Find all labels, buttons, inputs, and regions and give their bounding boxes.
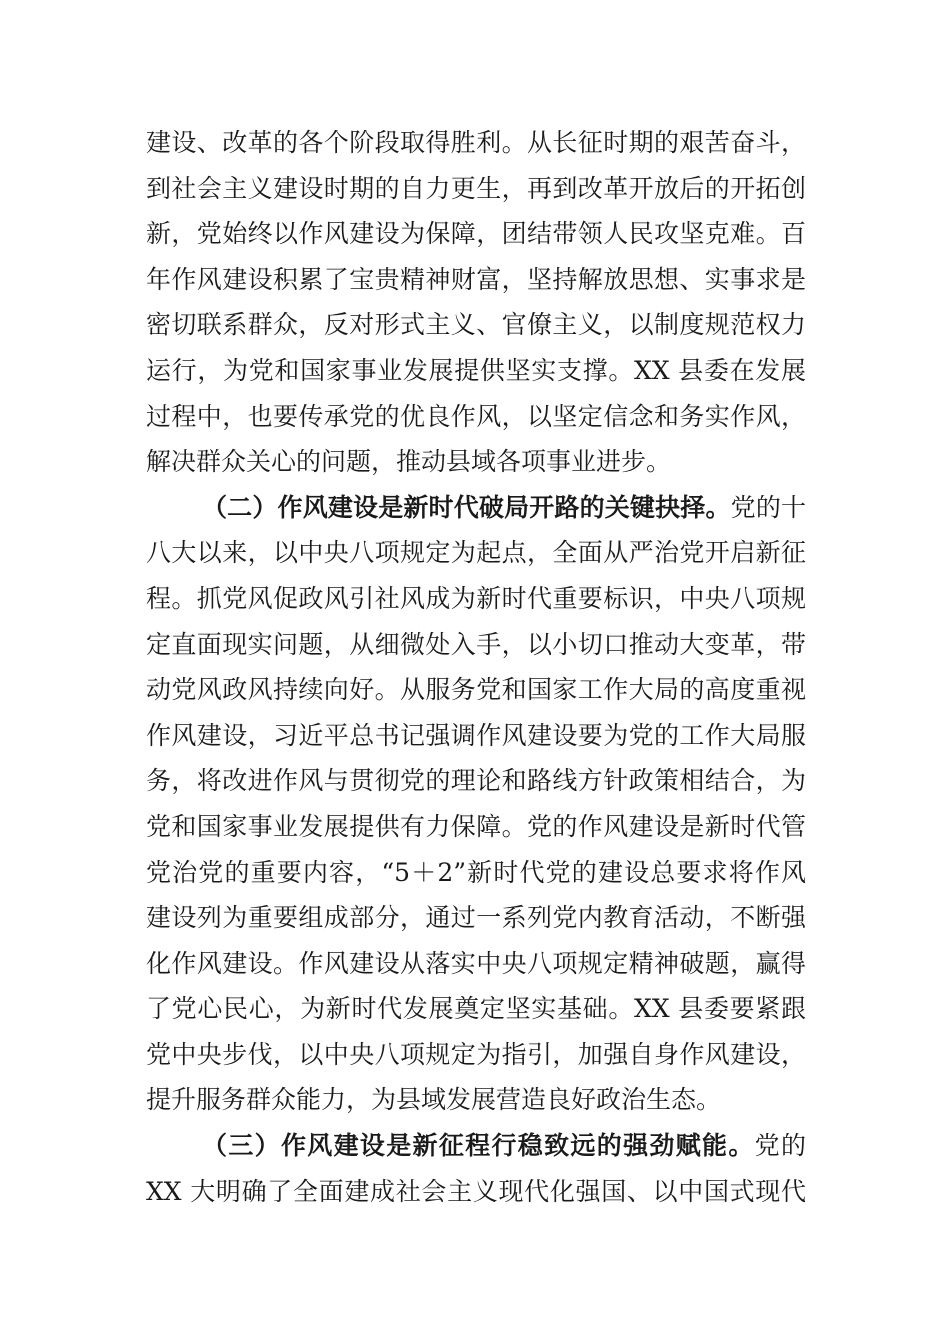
body-line: 八大以来，以中央八项规定为起点，全面从严治党开启新征: [146, 538, 806, 568]
paragraph-3-first-text: 党的: [754, 1131, 806, 1161]
body-line: 定直面现实问题，从细微处入手，以小切口推动大变革，带: [146, 629, 806, 659]
paragraph-3-heading: （三）作风建设是新征程行稳致远的强劲赋能。: [202, 1131, 755, 1161]
paragraph-2-first-text: 党的十: [730, 492, 806, 522]
body-line: 提升服务群众能力，为县域发展营造良好政治生态。: [146, 1085, 722, 1115]
body-line: 解决群众关心的问题，推动县域各项事业进步。: [146, 447, 672, 477]
body-line: 化作风建设。作风建设从落实中央八项规定精神破题，赢得: [146, 948, 806, 978]
body-line: 党治党的重要内容，“5＋2”新时代党的建设总要求将作风: [146, 857, 806, 887]
body-line: 过程中，也要传承党的优良作风，以坚定信念和务实作风，: [146, 401, 806, 431]
body-line: 到社会主义建设时期的自力更生，再到改革开放后的开拓创: [146, 173, 806, 203]
body-line: 务，将改进作风与贯彻党的理论和路线方针政策相结合，为: [146, 766, 806, 796]
body-line: 建设列为重要组成部分，通过一系列党内教育活动，不断强: [146, 903, 806, 933]
body-line: 程。抓党风促政风引社风成为新时代重要标识，中央八项规: [146, 583, 806, 613]
document-body: [146, 120, 806, 1214]
body-line: 年作风建设积累了宝贵精神财富，坚持解放思想、实事求是: [146, 264, 806, 294]
paragraph-2-first-line: [146, 485, 806, 531]
body-line: XX 大明确了全面建成社会主义现代化强国、以中国式现代: [146, 1176, 806, 1206]
body-line: 密切联系群众，反对形式主义、官僚主义，以制度规范权力: [146, 310, 806, 340]
paragraph-2-heading: （二）作风建设是新时代破局开路的关键抉择。: [202, 492, 731, 522]
body-line: 党中央步伐，以中央八项规定为指引，加强自身作风建设，: [146, 1039, 806, 1069]
body-line: 了党心民心，为新时代发展奠定坚实基础。XX 县委要紧跟: [146, 994, 806, 1024]
paragraph-3-first-line: [146, 1123, 806, 1169]
body-line: 作风建设，习近平总书记强调作风建设要为党的工作大局服: [146, 720, 806, 750]
body-line: 建设、改革的各个阶段取得胜利。从长征时期的艰苦奋斗，: [146, 128, 806, 157]
body-line: 新，党始终以作风建设为保障，团结带领人民攻坚克难。百: [146, 219, 806, 249]
body-line: 运行，为党和国家事业发展提供坚实支撑。XX 县委在发展: [146, 355, 806, 385]
body-line: 动党风政风持续向好。从服务党和国家工作大局的高度重视: [146, 675, 806, 705]
body-line: 党和国家事业发展提供有力保障。党的作风建设是新时代管: [146, 811, 806, 841]
